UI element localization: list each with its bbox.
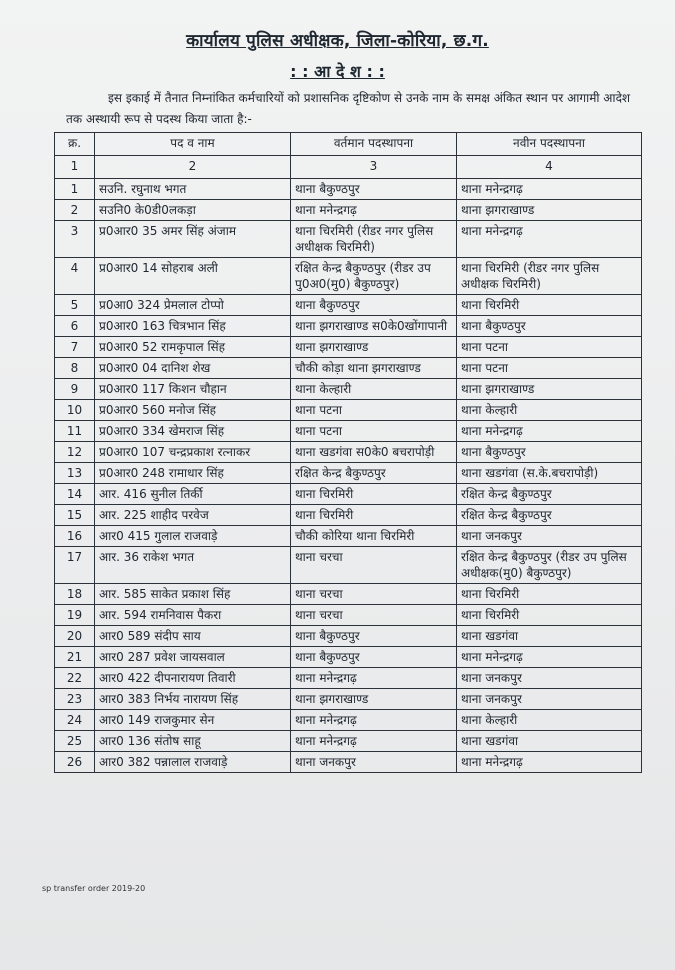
cell-current-posting: रक्षित केन्द्र बैकुण्ठपुर: [291, 463, 457, 484]
cell-sr: 26: [55, 752, 95, 773]
table-row: [55, 584, 642, 605]
table-row: [55, 668, 642, 689]
cell-sr: 22: [55, 668, 95, 689]
table-row: [55, 358, 642, 379]
table-row: [55, 400, 642, 421]
cell-new-posting: थाना जनकपुर: [457, 689, 642, 710]
cell-new-posting: थाना खडगंवा: [457, 731, 642, 752]
cell-current-posting: थाना पटना: [291, 400, 457, 421]
cell-sr: 5: [55, 295, 95, 316]
cell-current-posting: थाना मनेन्द्रगढ़: [291, 731, 457, 752]
cell-sr: 2: [55, 200, 95, 221]
column-header-new-posting: नवीन पदस्थापना: [457, 133, 642, 156]
cell-new-posting: थाना केल्हारी: [457, 400, 642, 421]
cell-sr: 4: [55, 258, 95, 295]
cell-name: आर0 382 पन्नालाल राजवाड़े: [95, 752, 291, 773]
table-row: [55, 442, 642, 463]
cell-current-posting: थाना पटना: [291, 421, 457, 442]
table-row: [55, 547, 642, 584]
cell-name: प्र0आर0 04 दानिश शेख: [95, 358, 291, 379]
cell-sr: 19: [55, 605, 95, 626]
cell-current-posting: थाना झगराखाण्ड स0के0खोंगापानी: [291, 316, 457, 337]
cell-current-posting: थाना बैकुण्ठपुर: [291, 179, 457, 200]
cell-current-posting: थाना मनेन्द्रगढ़: [291, 200, 457, 221]
table-row: [55, 505, 642, 526]
cell-sr: 3: [55, 221, 95, 258]
cell-sr: 9: [55, 379, 95, 400]
table-row: [55, 484, 642, 505]
cell-sr: 6: [55, 316, 95, 337]
cell-new-posting: थाना चिरमिरी: [457, 295, 642, 316]
column-header-current-posting: वर्तमान पदस्थापना: [291, 133, 457, 156]
cell-current-posting: थाना झगराखाण्ड: [291, 337, 457, 358]
cell-new-posting: थाना मनेन्द्रगढ़: [457, 179, 642, 200]
cell-current-posting: थाना चिरमिरी (रीडर नगर पुलिस अधीक्षक चिरमिरी): [291, 221, 457, 258]
cell-new-posting: थाना मनेन्द्रगढ़: [457, 221, 642, 258]
cell-sr: 15: [55, 505, 95, 526]
cell-new-posting: थाना झगराखाण्ड: [457, 200, 642, 221]
table-row: [55, 200, 642, 221]
cell-sr: 18: [55, 584, 95, 605]
cell-new-posting: थाना खडगंवा (स.के.बचरापोड़ी): [457, 463, 642, 484]
cell-new-posting: रक्षित केन्द्र बैकुण्ठपुर: [457, 484, 642, 505]
table-header-row: [55, 133, 642, 156]
cell-current-posting: थाना मनेन्द्रगढ़: [291, 710, 457, 731]
table-row: [55, 689, 642, 710]
cell-new-posting: थाना जनकपुर: [457, 668, 642, 689]
office-title: कार्यालय पुलिस अधीक्षक, जिला-कोरिया, छ.ग.: [186, 31, 489, 51]
cell-new-posting: रक्षित केन्द्र बैकुण्ठपुर (रीडर उप पुलिस अधीक्षक(मु0) बैकुण्ठपुर): [457, 547, 642, 584]
table-row: [55, 295, 642, 316]
cell-sr: 16: [55, 526, 95, 547]
table-row: [55, 337, 642, 358]
column-number: 2: [95, 156, 291, 179]
cell-name: आर0 287 प्रवेश जायसवाल: [95, 647, 291, 668]
cell-new-posting: थाना बैकुण्ठपुर: [457, 316, 642, 337]
order-heading: : : आ दे श : :: [290, 62, 385, 81]
column-header-name: पद व नाम: [95, 133, 291, 156]
cell-current-posting: थाना चिरमिरी: [291, 505, 457, 526]
cell-name: आर0 422 दीपनारायण तिवारी: [95, 668, 291, 689]
cell-new-posting: थाना मनेन्द्रगढ़: [457, 647, 642, 668]
cell-sr: 21: [55, 647, 95, 668]
cell-name: प्र0आर0 35 अमर सिंह अंजाम: [95, 221, 291, 258]
cell-name: सउनि. रघुनाथ भगत: [95, 179, 291, 200]
cell-new-posting: थाना मनेन्द्रगढ़: [457, 752, 642, 773]
cell-sr: 10: [55, 400, 95, 421]
cell-current-posting: थाना खडगंवा स0के0 बचरापोड़ी: [291, 442, 457, 463]
intro-paragraph: इस इकाई में तैनात निम्नांकित कर्मचारियों को प्रशासनिक दृष्टिकोण से उनके नाम के समक्ष अंकित स्थान पर आगामी आदेश तक अस्थायी रूप से पदस्थ किया जाता है:-: [66, 91, 631, 126]
cell-name: प्र0आर0 334 खेमराज सिंह: [95, 421, 291, 442]
column-number-row: [55, 156, 642, 179]
cell-sr: 14: [55, 484, 95, 505]
table-row: [55, 421, 642, 442]
cell-current-posting: चौकी कोड़ा थाना झगराखाण्ड: [291, 358, 457, 379]
cell-name: आर. 36 राकेश भगत: [95, 547, 291, 584]
cell-name: प्र0आर0 248 रामाधार सिंह: [95, 463, 291, 484]
table-row: [55, 752, 642, 773]
table-row: [55, 731, 642, 752]
cell-current-posting: थाना चरचा: [291, 584, 457, 605]
cell-name: आर0 589 संदीप साय: [95, 626, 291, 647]
cell-name: प्र0आ0 324 प्रेमलाल टोप्पो: [95, 295, 291, 316]
table-row: [55, 316, 642, 337]
table-row: [55, 710, 642, 731]
column-header-sr: क्र.: [55, 133, 95, 156]
table-row: [55, 647, 642, 668]
column-number: 1: [55, 156, 95, 179]
cell-sr: 23: [55, 689, 95, 710]
cell-name: आर. 225 शाहीद परवेज: [95, 505, 291, 526]
cell-name: आर0 415 गुलाल राजवाड़े: [95, 526, 291, 547]
cell-sr: 17: [55, 547, 95, 584]
cell-current-posting: थाना बैकुण्ठपुर: [291, 295, 457, 316]
table-row: [55, 626, 642, 647]
cell-current-posting: थाना चिरमिरी: [291, 484, 457, 505]
cell-name: आर. 585 साकेत प्रकाश सिंह: [95, 584, 291, 605]
cell-new-posting: थाना खडगंवा: [457, 626, 642, 647]
cell-sr: 13: [55, 463, 95, 484]
transfer-table: [54, 132, 642, 773]
cell-new-posting: थाना झगराखाण्ड: [457, 379, 642, 400]
cell-sr: 7: [55, 337, 95, 358]
cell-new-posting: थाना चिरमिरी (रीडर नगर पुलिस अधीक्षक चिरमिरी): [457, 258, 642, 295]
table-row: [55, 179, 642, 200]
table-row: [55, 258, 642, 295]
cell-sr: 12: [55, 442, 95, 463]
cell-new-posting: रक्षित केन्द्र बैकुण्ठपुर: [457, 505, 642, 526]
cell-current-posting: थाना केल्हारी: [291, 379, 457, 400]
footer-note: sp transfer order 2019-20: [42, 884, 146, 893]
cell-name: प्र0आर0 560 मनोज सिंह: [95, 400, 291, 421]
cell-sr: 8: [55, 358, 95, 379]
cell-current-posting: रक्षित केन्द्र बैकुण्ठपुर (रीडर उप पु0अ0(मु0) बैकुण्ठपुर): [291, 258, 457, 295]
cell-sr: 11: [55, 421, 95, 442]
table-row: [55, 463, 642, 484]
cell-new-posting: थाना चिरमिरी: [457, 584, 642, 605]
column-number: 3: [291, 156, 457, 179]
cell-new-posting: थाना जनकपुर: [457, 526, 642, 547]
cell-new-posting: थाना पटना: [457, 337, 642, 358]
cell-current-posting: थाना चरचा: [291, 547, 457, 584]
table-row: [55, 605, 642, 626]
table-row: [55, 526, 642, 547]
cell-current-posting: थाना झगराखाण्ड: [291, 689, 457, 710]
cell-sr: 20: [55, 626, 95, 647]
cell-name: प्र0आर0 107 चन्द्रप्रकाश रत्नाकर: [95, 442, 291, 463]
cell-name: आर0 136 संतोष साहू: [95, 731, 291, 752]
table-row: [55, 379, 642, 400]
cell-sr: 24: [55, 710, 95, 731]
column-number: 4: [457, 156, 642, 179]
cell-new-posting: थाना पटना: [457, 358, 642, 379]
cell-name: प्र0आर0 52 रामकृपाल सिंह: [95, 337, 291, 358]
cell-new-posting: थाना मनेन्द्रगढ़: [457, 421, 642, 442]
cell-new-posting: थाना बैकुण्ठपुर: [457, 442, 642, 463]
cell-name: आर. 594 रामनिवास पैकरा: [95, 605, 291, 626]
cell-name: प्र0आर0 117 किशन चौहान: [95, 379, 291, 400]
cell-sr: 1: [55, 179, 95, 200]
cell-sr: 25: [55, 731, 95, 752]
cell-name: आर0 383 निर्भय नारायण सिंह: [95, 689, 291, 710]
cell-name: आर0 149 राजकुमार सेन: [95, 710, 291, 731]
cell-name: सउनि0 के0डी0लकड़ा: [95, 200, 291, 221]
cell-current-posting: थाना बैकुण्ठपुर: [291, 626, 457, 647]
table-body: [55, 179, 642, 773]
cell-current-posting: थाना जनकपुर: [291, 752, 457, 773]
cell-current-posting: थाना मनेन्द्रगढ़: [291, 668, 457, 689]
cell-new-posting: थाना चिरमिरी: [457, 605, 642, 626]
table-row: [55, 221, 642, 258]
cell-current-posting: थाना बैकुण्ठपुर: [291, 647, 457, 668]
cell-name: प्र0आर0 163 चित्रभान सिंह: [95, 316, 291, 337]
cell-current-posting: चौकी कोरिया थाना चिरमिरी: [291, 526, 457, 547]
cell-current-posting: थाना चरचा: [291, 605, 457, 626]
cell-new-posting: थाना केल्हारी: [457, 710, 642, 731]
cell-name: आर. 416 सुनील तिर्की: [95, 484, 291, 505]
cell-name: प्र0आर0 14 सोहराब अली: [95, 258, 291, 295]
